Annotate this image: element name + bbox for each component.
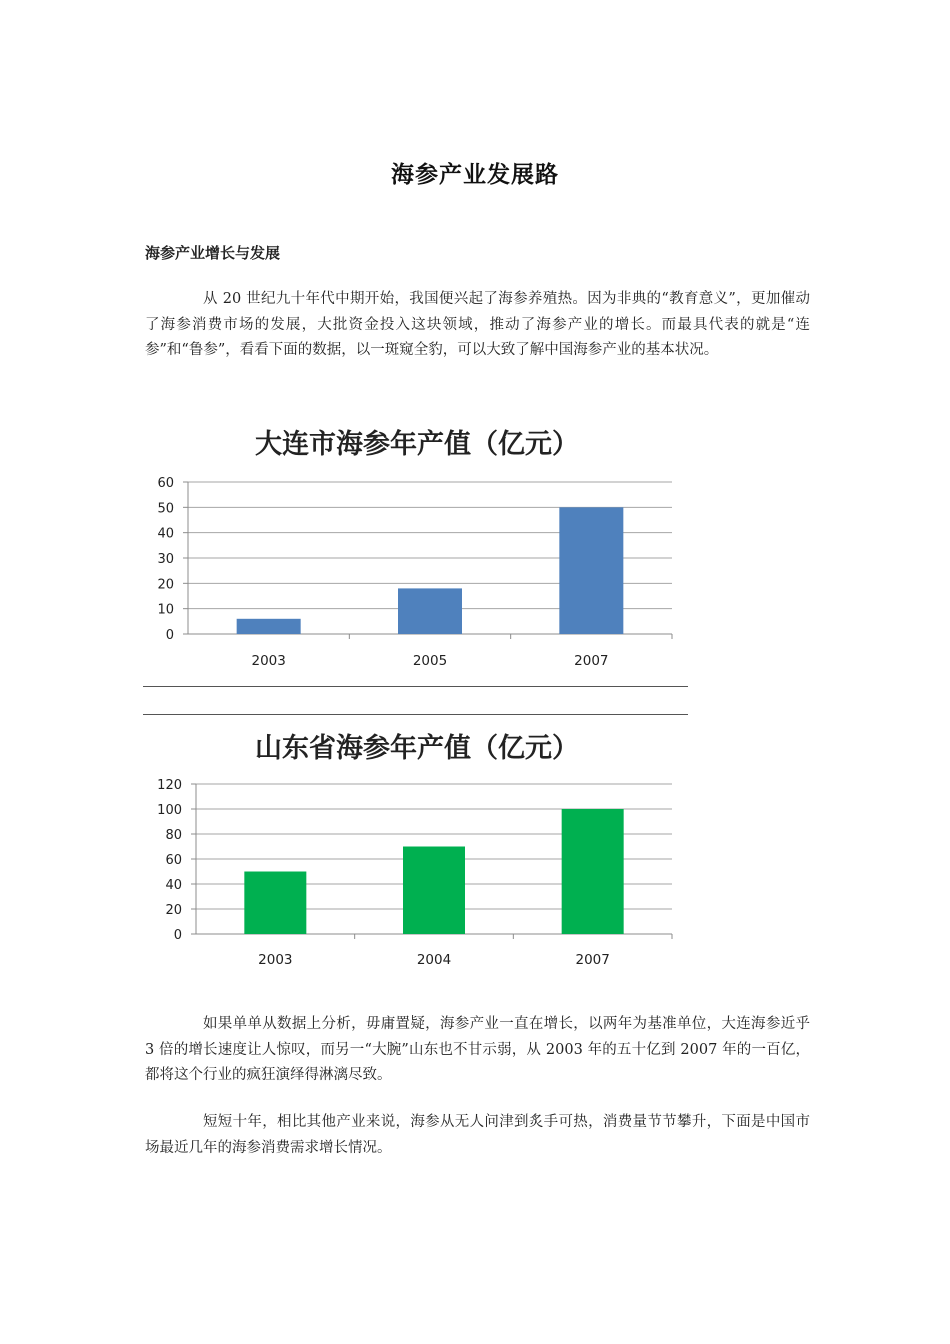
y-tick-label: 40 (157, 526, 174, 542)
divider-line (143, 686, 688, 687)
bar (237, 619, 301, 634)
y-tick-label: 20 (165, 903, 182, 918)
y-tick-label: 60 (165, 853, 182, 868)
x-tick-label: 2003 (258, 952, 293, 968)
section-heading: 海参产业增长与发展 (145, 244, 281, 262)
y-tick-label: 80 (165, 828, 182, 843)
y-tick-label: 20 (157, 577, 174, 593)
y-tick-label: 0 (165, 628, 174, 643)
x-tick-label: 2007 (574, 653, 609, 669)
x-tick-label: 2005 (412, 653, 448, 669)
x-tick-label: 2003 (251, 653, 286, 669)
bar (398, 588, 462, 634)
chart-title: 山东省海参年产值（亿元） (255, 733, 579, 764)
chart-title: 大连市海参年产值（亿元） (255, 429, 579, 460)
x-tick-label: 2004 (416, 952, 452, 968)
bar (562, 809, 624, 934)
shandong-output-chart (145, 720, 690, 982)
y-tick-label: 50 (157, 501, 174, 517)
bar (559, 507, 623, 634)
page-title: 海参产业发展路 (391, 162, 559, 188)
dalian-output-chart (145, 418, 690, 683)
y-tick-label: 40 (165, 878, 182, 893)
y-tick-label: 0 (173, 928, 182, 943)
y-tick-label: 30 (157, 552, 174, 567)
y-tick-label: 10 (157, 602, 174, 618)
x-tick-label: 2007 (575, 952, 610, 968)
bar (403, 847, 465, 935)
paragraph-intro: 从 20 世纪九十年代中期开始，我国便兴起了海参养殖热。因为非典的“教育意义”，更加催动了海参消费市场的发展，大批资金投入这块领域，推动了海参产业的增长。而最具代表的就是“连参”和“鲁参”，看看下面的数据，以一斑窥全豹，可以大致了解中国海参产业的基本状况。 (145, 291, 810, 358)
divider-line (143, 714, 688, 715)
paragraph-analysis: 如果单单从数据上分析，毋庸置疑，海参产业一直在增长，以两年为基准单位，大连海参近乎 3 倍的增长速度让人惊叹，而另一“大腕”山东也不甘示弱，从 2003 年的五十亿到 2007 年的一百亿，都将这个行业的疯狂演绎得淋漓尽致。 (145, 1016, 810, 1083)
y-tick-label: 100 (157, 803, 182, 818)
y-tick-label: 60 (157, 476, 174, 491)
bar (244, 872, 306, 935)
y-tick-label: 120 (157, 778, 182, 793)
paragraph-demand: 短短十年，相比其他产业来说，海参从无人问津到炙手可热，消费量节节攀升，下面是中国市场最近几年的海参消费需求增长情况。 (145, 1114, 810, 1156)
